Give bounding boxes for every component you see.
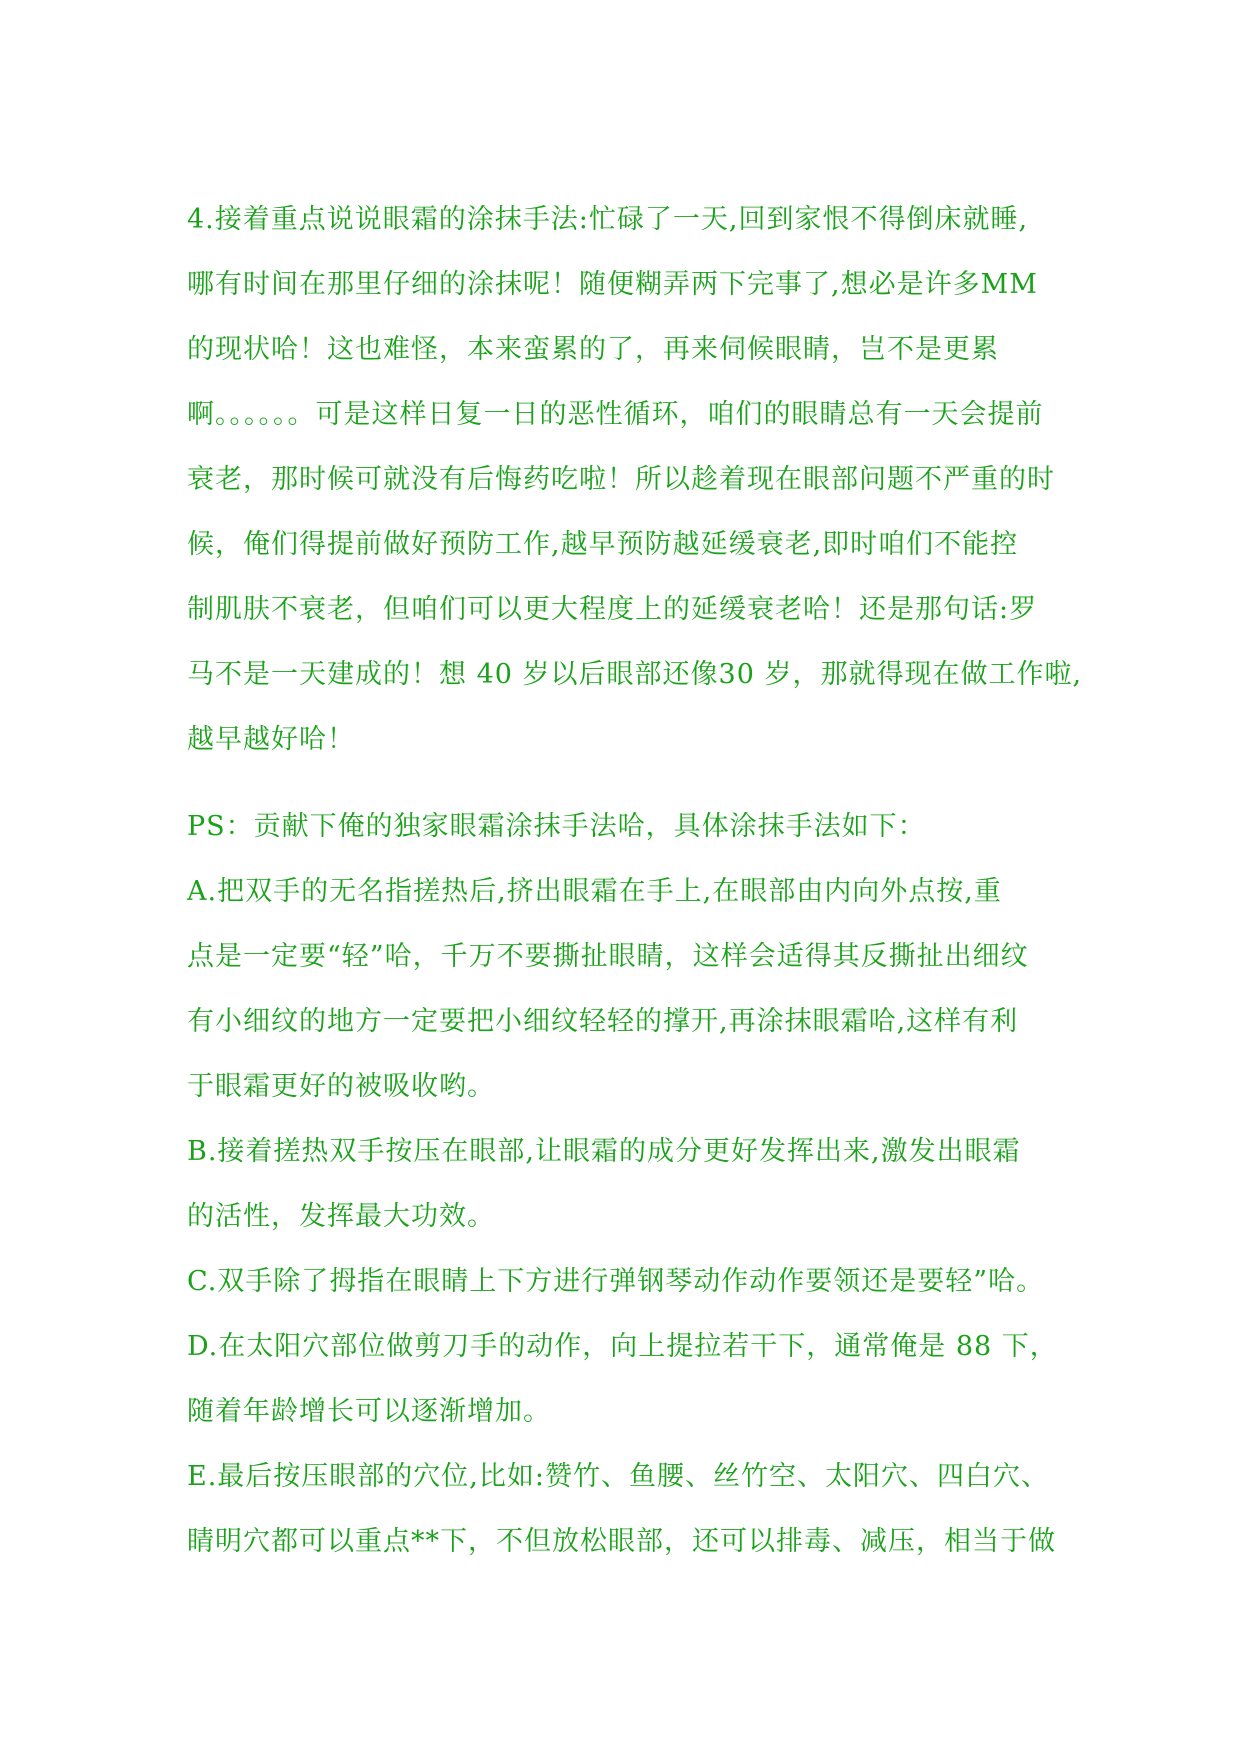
text-line: C.双手除了拇指在眼睛上下方进行弹钢琴动作动作要领还是要轻”哈。 xyxy=(187,1266,1045,1297)
text-line: 睛明穴都可以重点**下，不但放松眼部，还可以排毒、减压，相当于做 xyxy=(187,1526,1056,1557)
step-b xyxy=(187,1119,1087,1249)
document-body xyxy=(187,187,1087,1574)
step-d xyxy=(187,1314,1087,1444)
text-line: 4.接着重点说说眼霜的涂抹手法:忙碌了一天,回到家恨不得倒床就睡, xyxy=(187,204,1029,235)
text-line: 马不是一天建成的！想 40 岁以后眼部还像30 岁，那就得现在做工作啦, xyxy=(187,659,1083,690)
text-line: 啊。。。。。。可是这样日复一日的恶性循环，咱们的眼睛总有一天会提前 xyxy=(187,399,1044,430)
text-line: 哪有时间在那里仔细的涂抹呢！随便糊弄两下完事了,想必是许多MM xyxy=(187,269,1038,300)
text-line: 候，俺们得提前做好预防工作,越早预防越延缓衰老,即时咱们不能控 xyxy=(187,529,1019,560)
text-line: 随着年龄增长可以逐渐增加。 xyxy=(187,1396,551,1427)
text-line: A.把双手的无名指搓热后,挤出眼霜在手上,在眼部由内向外点按,重 xyxy=(187,876,1002,907)
paragraph-gap xyxy=(187,772,1087,794)
text-line: 有小细纹的地方一定要把小细纹轻轻的撑开,再涂抹眼霜哈,这样有利 xyxy=(187,1006,1019,1037)
paragraph-intro xyxy=(187,187,1087,772)
text-line: E.最后按压眼部的穴位,比如:赞竹、鱼腰、丝竹空、太阳穴、四白穴、 xyxy=(187,1461,1049,1492)
step-a xyxy=(187,859,1087,1119)
text-line: D.在太阳穴部位做剪刀手的动作，向上提拉若干下，通常俺是 88 下， xyxy=(187,1331,1058,1362)
text-line: 衰老，那时候可就没有后悔药吃啦！所以趁着现在眼部问题不严重的时 xyxy=(187,464,1055,495)
text-line: 点是一定要“轻”哈，千万不要撕扯眼睛，这样会适得其反撕扯出细纹 xyxy=(187,941,1029,972)
step-c xyxy=(187,1249,1087,1314)
text-line: 于眼霜更好的被吸收哟。 xyxy=(187,1071,495,1102)
text-line: 的现状哈！这也难怪，本来蛮累的了，再来伺候眼睛，岂不是更累 xyxy=(187,334,999,365)
text-line: 制肌肤不衰老，但咱们可以更大程度上的延缓衰老哈！还是那句话:罗 xyxy=(187,594,1038,625)
text-line: 的活性，发挥最大功效。 xyxy=(187,1201,495,1232)
text-line: B.接着搓热双手按压在眼部,让眼霜的成分更好发挥出来,激发出眼霜 xyxy=(187,1136,1021,1167)
text-line: 越早越好哈！ xyxy=(187,724,355,755)
step-e xyxy=(187,1444,1087,1574)
ps-heading: PS：贡献下俺的独家眼霜涂抹手法哈，具体涂抹手法如下： xyxy=(187,811,926,842)
